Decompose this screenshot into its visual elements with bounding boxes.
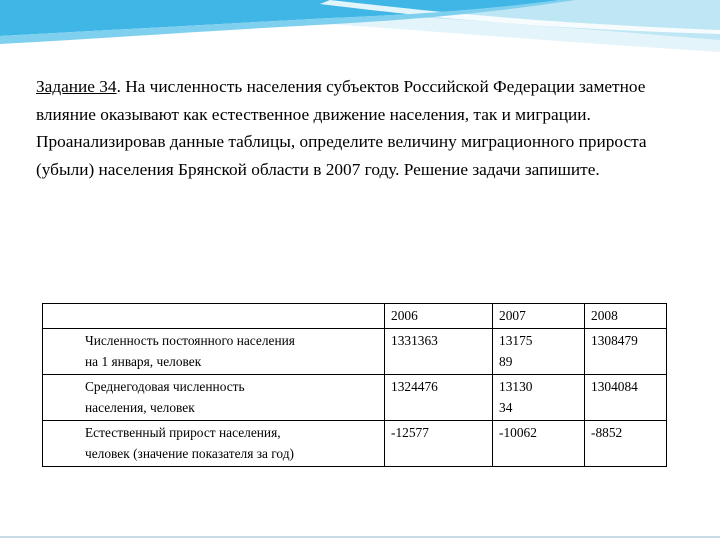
year-header: 2008 bbox=[585, 304, 667, 329]
table-row bbox=[43, 421, 667, 467]
table-header-empty-cell bbox=[43, 304, 385, 329]
year-header: 2006 bbox=[385, 304, 493, 329]
value-cell: 1304084 bbox=[585, 375, 667, 421]
table-header-row bbox=[43, 304, 667, 329]
row-label: Естественный прирост населения, человек (значение показателя за год) bbox=[43, 421, 385, 467]
row-label: Среднегодовая численность населения, человек bbox=[43, 375, 385, 421]
header-wave-decoration bbox=[0, 0, 720, 80]
year-header: 2007 bbox=[493, 304, 585, 329]
value-cell: -10062 bbox=[493, 421, 585, 467]
value-cell: 1308479 bbox=[585, 329, 667, 375]
value-cell: 13130 34 bbox=[493, 375, 585, 421]
table-row bbox=[43, 375, 667, 421]
task-text bbox=[36, 73, 696, 183]
value-cell: 1324476 bbox=[385, 375, 493, 421]
value-cell: 13175 89 bbox=[493, 329, 585, 375]
value-cell: 1331363 bbox=[385, 329, 493, 375]
table-row bbox=[43, 329, 667, 375]
task-body: . На численность населения субъектов Российской Федерации заметное влияние оказывают как естественное движение населения, так и миграции. Проанализировав данные таблицы, определите величину миграционного прироста (убыли) населения Брянской области в 2007 году. Решение задачи запишите. bbox=[36, 77, 647, 179]
row-label: Численность постоянного населения на 1 января, человек bbox=[43, 329, 385, 375]
value-cell: -8852 bbox=[585, 421, 667, 467]
bottom-divider bbox=[0, 536, 720, 538]
task-label: Задание 34 bbox=[36, 77, 117, 96]
value-cell: -12577 bbox=[385, 421, 493, 467]
population-table bbox=[42, 303, 667, 467]
